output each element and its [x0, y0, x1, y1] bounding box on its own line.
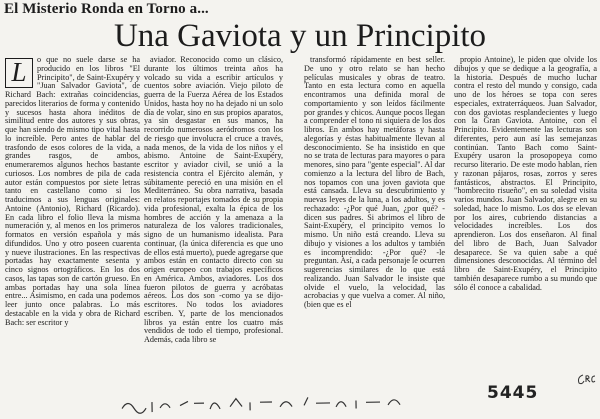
column-4-text: propio Antoine), le piden que olvide los dibujos y que se dedique a la geografía, a la historia. Después de mucho luchar contra el resto del mundo y consigo, cada uno de los héroes se topa con seres especiales, extraterráqueos. Juan Salvador, con dos gaviotas resplandecientes y luego con la Gran Gaviota. Antoine, con el Principito. Evidentemente las lecturas son diferentes, pero aun así las semejanzas continúan. Tanto Bach como Saint-Exupéry usaron la prosopopeya como recurso literario. De este modo hablan, ríen y razonan pájaros, rosas, zorros y seres fantásticos, abstractos. El Principito, "hombrecito risueño", en su soledad visita varios mundos. Juan Salvador, alegre en su soledad, hace lo mismo. Los dos se elevan por los aires, cubriendo distancias a velocidades increíbles. Los dos aprendieron. Los dos enseñaron. Al final del libro de Bach, Juan Salvador desaparece. Se va quien sabe a qué dimensiones desconocidas. Al término del libro de Saint-Exupéry, el Principito también desaparece rumbo a su mundo que sólo él conoce a cabalidad. [454, 56, 597, 292]
column-1-text: o que no suele darse se ha producido en los libros "El Principito", de Saint-Exupéry y "Juan Salvador Gaviota", de Richard Bach: extrañas coincidencias, parecidos literarios de forma y contenido y sucesos hasta ahora inéditos de similitud entre dos autores y sus obras, que han siendo de mismo tipo vital hasta lo increíble. Pero antes de hablar del trasfondo de esos colores de la vida, a grandes rasgos, de ambos, enumeraremos algunos hechos bastante curiosos. Los nombres de pila de cada autor están compuestos por siete letras tanto en castellano como si los traducimos a sus lenguas originales: Antoine (Antonio), Richard (Ricardo). En cada libro el folio lleva la misma numeración y, al menos en los primeros formatos en versión española y más difundidos. Uno y otro poseen cuarenta y nueve ilustraciones. En las respectivas portadas hay exactamente sesenta y cinco signos ortográficos. En los dos casos, las tapas son de cartón grueso. En ambas portadas hay una sola línea entre... Asimismo, en cada una podemos leer junto once palabras. Lo más destacable en la vida y obra de Richard Bach: ser escritor y [5, 56, 140, 327]
handwritten-source-note [120, 389, 420, 416]
article-column-1 [5, 56, 140, 396]
column-2-text: aviador. Reconocido como un clásico, durante los últimos treinta años ha volcado su vida a escribir artículos y cuentos sobre aviación. Viejo piloto de guerra de la Fuerza Aérea de los Estados Unidos, hasta hoy no ha dejado ni un solo día de volar, sino en sus propios aparatos, ya sin desgastar en sus manos, ha recorrido numerosos aeródromos con los de riesgo que involucra el cruce a través, nada menos, de la vida de los niños y el abismo. Antoine de Saint-Exupéry, escritor y aviador civil, se unió a la resistencia contra el Ejército alemán, y súbitamente pereció en una misión en el Mediterráneo. Su obra narrativa, basada en relatos reportajes tomados de su propia vida profesional, exalta la épica de los hombres de acción y la amenaza a la naturaleza de los valores tradicionales, signo de un humanismo idealista. Para continuar, (la única diferencia es que uno de ellos está muerto), puede agregarse que ambos están en contacto directo con su origen europeo con trabajos específicos en América. Ambos, aviadores. Los dos fueron pilotos de guerra y acróbatas aéreos. Los dos son -como ya se dijo- escritores. No todos los aviadores escriben. Y, parte de los mencionados libros ya están entre los cuatro más vendidos de todo el tiempo, profesional. Además, cada libro se [144, 56, 283, 344]
article-headline: Una Gaviota y un Principito [113, 18, 487, 54]
column-3-text: transformó rápidamente en best seller. De uno y otro relato se han hecho películas musicales y obras de teatro. Tanto en esta lectura como en aquella encontramos una definida moral de comportamiento y son leídos fácilmente por grandes y chicos. Aunque pocos llegan a comprender el tono ni siquiera de los dos libros. En ambos hay metáforas y hasta alegorías y éstas habitualmente llevan al desconocimiento. Se ha insistido en que no se trata de lecturas para mayores o para menores, sino para "gente especial". Al dar comienzo a la lectura del libro de Bach, nos topamos con una joven gaviota que está cansada. Lleva su descubrimiento y nuevas leyes de la luna, a los adultos, y es rechazado: -¿Por qué Juan, ¿por qué? -dicen sus padres. Si abrimos el libro de Saint-Exupéry, el principito vemos lo mismo. Un niño está creando. Lleva su dibujo y visiones a los adultos y también es incomprendido: -¿Por qué? -le preguntan. Así, a cada personaje le ocurren sugerencias similares de lo que está realizando. Juan Salvador le insiste que olvide el vuelo, la velocidad, las acrobacias y que vuelva a comer. Al niño, (bien que es el [304, 56, 445, 309]
article-column-3 [304, 56, 445, 396]
article-column-2 [144, 56, 283, 396]
article-column-4 [454, 56, 597, 396]
drop-cap: L [5, 58, 33, 88]
article-kicker: El Misterio Ronda en Torno a... [4, 1, 209, 17]
archive-stamp-number: 5445 [487, 383, 539, 403]
handwritten-initials [575, 372, 597, 386]
